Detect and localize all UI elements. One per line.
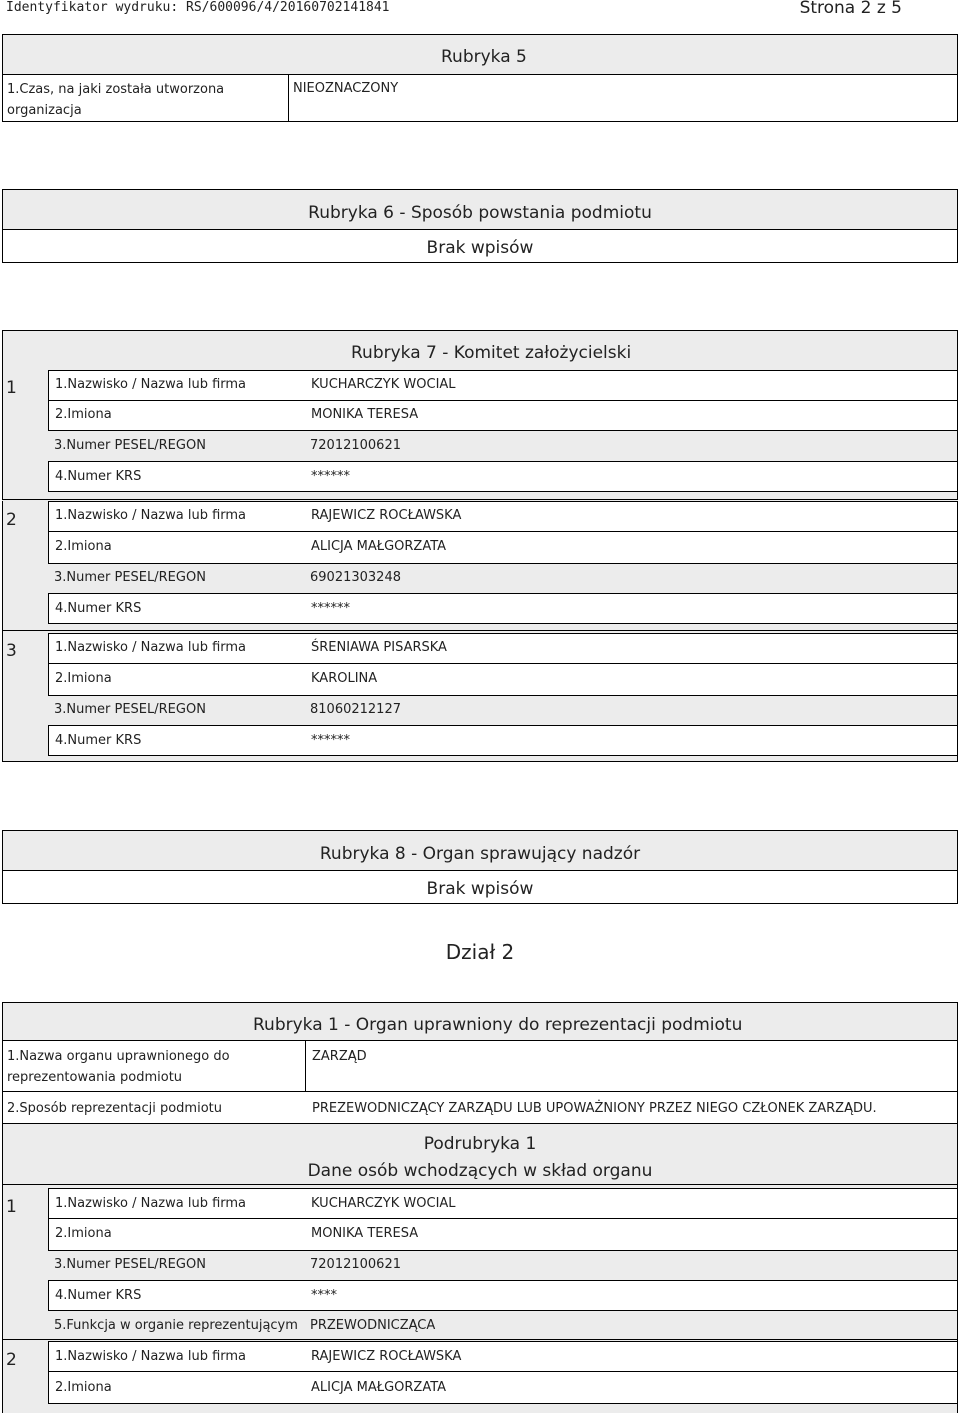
member-2-first-row	[48, 1371, 958, 1404]
founder-2-first-row	[48, 531, 958, 564]
time-value: NIEOZNACZONY	[293, 81, 399, 96]
podrubryka-1-subtitle: Dane osób wchodzących w skład organu	[307, 1161, 653, 1181]
founder-1-pesel: 72012100621	[310, 438, 401, 453]
first-name-label: 2.Imiona	[55, 1226, 112, 1241]
organ-label: 1.Nazwa organu uprawnionego do reprezentowania podmiotu	[7, 1049, 230, 1085]
pesel-label: 3.Numer PESEL/REGON	[54, 1257, 206, 1272]
founder-2-krs: ******	[311, 601, 350, 616]
rubryka-6-empty: Brak wpisów	[426, 238, 534, 258]
founder-1-number: 1	[6, 378, 17, 398]
founder-3-name-row	[48, 633, 958, 664]
member-2-first: ALICJA MAŁGORZATA	[311, 1380, 447, 1395]
pesel-label: 3.Numer PESEL/REGON	[54, 438, 206, 453]
founder-3-krs-row	[48, 725, 958, 756]
member-1-first: MONIKA TERESA	[311, 1226, 419, 1241]
first-name-label: 2.Imiona	[55, 407, 112, 422]
rubryka-8-body	[2, 870, 958, 904]
krs-label: 4.Numer KRS	[55, 733, 142, 748]
rubryka-8-empty: Brak wpisów	[426, 879, 534, 899]
rubryka-5-label-cell	[2, 74, 289, 122]
founder-2-name-row	[48, 501, 958, 532]
founder-3-number: 3	[6, 641, 17, 661]
founder-1-first-row	[48, 400, 958, 431]
krs-label: 4.Numer KRS	[55, 1288, 142, 1303]
name-label: 1.Nazwisko / Nazwa lub firma	[55, 1349, 247, 1364]
print-identifier: Identyfikator wydruku: RS/600096/4/20160702141841	[6, 0, 390, 15]
d2-rubryka-1-title: Rubryka 1 - Organ uprawniony do reprezentacji podmiotu	[253, 1015, 743, 1035]
organ-value: ZARZĄD	[312, 1049, 367, 1064]
method-row	[2, 1091, 958, 1124]
rubryka-7-title: Rubryka 7 - Komitet założycielski	[351, 343, 632, 363]
rubryka-5-value-cell	[288, 74, 958, 122]
member-1-pesel: 72012100621	[310, 1257, 401, 1272]
founder-2-first: ALICJA MAŁGORZATA	[311, 539, 447, 554]
member-1-krs: ****	[311, 1288, 337, 1303]
first-name-label: 2.Imiona	[55, 539, 112, 554]
name-label: 1.Nazwisko / Nazwa lub firma	[55, 1196, 247, 1211]
method-label: 2.Sposób reprezentacji podmiotu	[7, 1101, 222, 1116]
member-1-function: PRZEWODNICZĄCA	[310, 1318, 436, 1333]
dzial-2-heading: Dział 2	[445, 940, 515, 964]
first-name-label: 2.Imiona	[55, 671, 112, 686]
podrubryka-1-header	[2, 1123, 958, 1185]
name-label: 1.Nazwisko / Nazwa lub firma	[55, 508, 247, 523]
founder-2-krs-row	[48, 593, 958, 624]
founder-3-krs: ******	[311, 733, 350, 748]
member-2-number: 2	[6, 1350, 17, 1370]
member-1-krs-row	[48, 1280, 958, 1311]
founder-2-number: 2	[6, 510, 17, 530]
member-1-first-row	[48, 1218, 958, 1251]
rubryka-5-title: Rubryka 5	[441, 47, 527, 67]
krs-label: 4.Numer KRS	[55, 469, 142, 484]
time-label: 1.Czas, na jaki została utworzona organizacja	[7, 82, 225, 118]
member-2-name: RAJEWICZ ROCŁAWSKA	[311, 1349, 462, 1364]
founder-1-krs-row	[48, 461, 958, 492]
name-label: 1.Nazwisko / Nazwa lub firma	[55, 377, 247, 392]
separator	[2, 630, 958, 631]
member-1-number: 1	[6, 1197, 17, 1217]
organ-label-cell	[2, 1040, 306, 1092]
first-name-label: 2.Imiona	[55, 1380, 112, 1395]
founder-2-name: RAJEWICZ ROCŁAWSKA	[311, 508, 462, 523]
page-number: Strona 2 z 5	[799, 0, 902, 18]
rubryka-6-title: Rubryka 6 - Sposób powstania podmiotu	[308, 203, 652, 223]
pesel-label: 3.Numer PESEL/REGON	[54, 570, 206, 585]
member-1-name-row	[48, 1188, 958, 1219]
rubryka-6-body	[2, 229, 958, 263]
founder-1-first: MONIKA TERESA	[311, 407, 419, 422]
founder-1-name: KUCHARCZYK WOCIAL	[311, 377, 456, 392]
founder-3-pesel: 81060212127	[310, 702, 401, 717]
member-1-name: KUCHARCZYK WOCIAL	[311, 1196, 456, 1211]
founder-3-name: ŚRENIAWA PISARSKA	[311, 640, 447, 655]
founder-1-krs: ******	[311, 469, 350, 484]
name-label: 1.Nazwisko / Nazwa lub firma	[55, 640, 247, 655]
podrubryka-1-title: Podrubryka 1	[423, 1134, 537, 1154]
separator	[2, 1339, 958, 1340]
organ-value-cell	[305, 1040, 958, 1092]
pesel-label: 3.Numer PESEL/REGON	[54, 702, 206, 717]
founder-3-first: KAROLINA	[311, 671, 378, 686]
founder-2-pesel: 69021303248	[310, 570, 401, 585]
krs-label: 4.Numer KRS	[55, 601, 142, 616]
rubryka-8-title: Rubryka 8 - Organ sprawujący nadzór	[319, 844, 641, 864]
function-label: 5.Funkcja w organie reprezentującym	[54, 1318, 298, 1333]
founder-1-name-row	[48, 370, 958, 401]
member-2-name-row	[48, 1341, 958, 1372]
method-value: PREZEWODNICZĄCY ZARZĄDU LUB UPOWAŻNIONY PRZEZ NIEGO CZŁONEK ZARZĄDU.	[312, 1101, 877, 1116]
founder-3-first-row	[48, 663, 958, 696]
